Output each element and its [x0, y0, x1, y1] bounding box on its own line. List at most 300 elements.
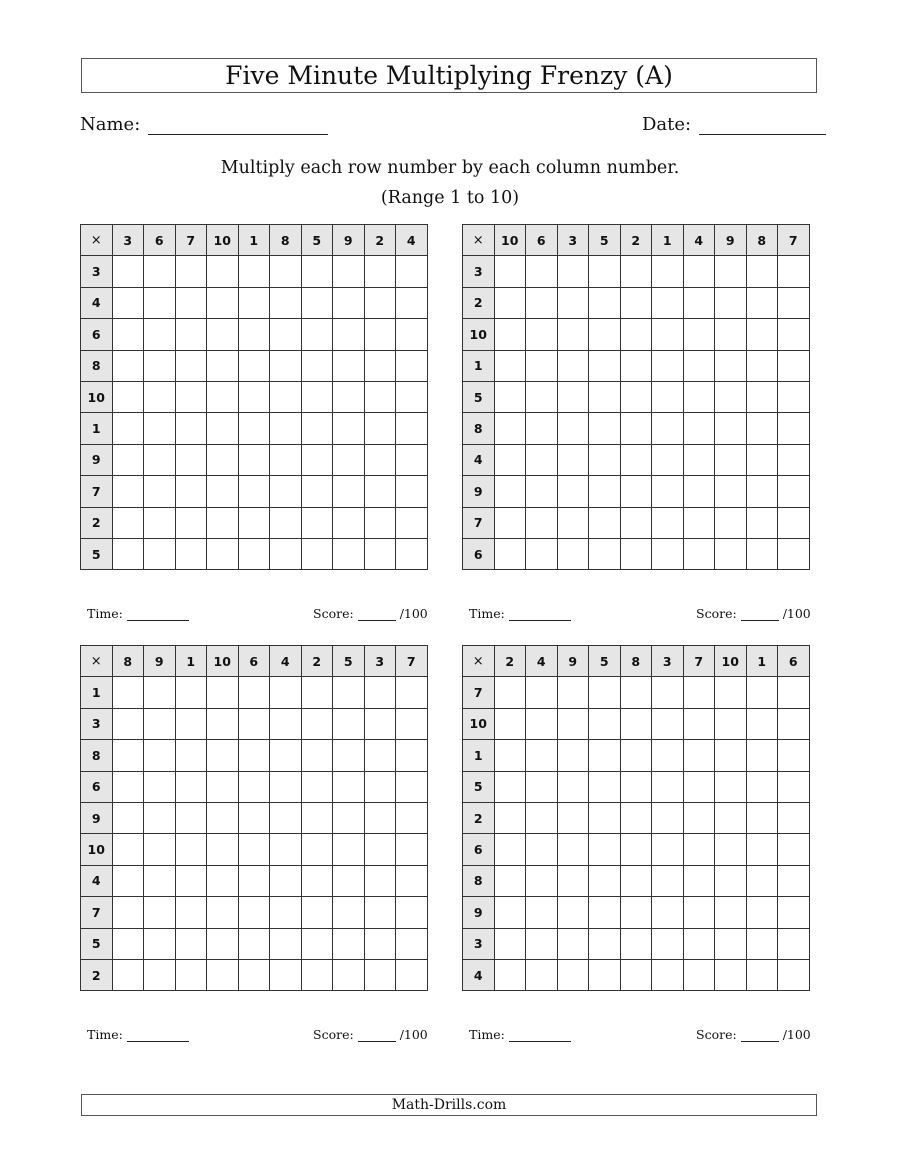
answer-cell[interactable]	[715, 444, 747, 475]
answer-cell[interactable]	[652, 771, 684, 802]
answer-cell[interactable]	[238, 771, 270, 802]
answer-cell[interactable]	[144, 256, 176, 287]
answer-cell[interactable]	[301, 507, 333, 538]
answer-cell[interactable]	[746, 476, 778, 507]
answer-cell[interactable]	[396, 319, 428, 350]
answer-cell[interactable]	[112, 350, 144, 381]
answer-cell[interactable]	[589, 350, 621, 381]
answer-cell[interactable]	[301, 476, 333, 507]
answer-cell[interactable]	[270, 444, 302, 475]
answer-cell[interactable]	[746, 897, 778, 928]
answer-cell[interactable]	[301, 834, 333, 865]
answer-cell[interactable]	[746, 287, 778, 318]
answer-cell[interactable]	[494, 287, 526, 318]
answer-cell[interactable]	[333, 802, 365, 833]
answer-cell[interactable]	[620, 256, 652, 287]
answer-cell[interactable]	[494, 538, 526, 569]
answer-cell[interactable]	[238, 802, 270, 833]
answer-cell[interactable]	[175, 350, 207, 381]
answer-cell[interactable]	[112, 708, 144, 739]
answer-cell[interactable]	[652, 413, 684, 444]
answer-cell[interactable]	[683, 256, 715, 287]
answer-cell[interactable]	[112, 834, 144, 865]
answer-cell[interactable]	[112, 287, 144, 318]
answer-cell[interactable]	[589, 865, 621, 896]
answer-cell[interactable]	[557, 476, 589, 507]
answer-cell[interactable]	[238, 538, 270, 569]
answer-cell[interactable]	[652, 928, 684, 959]
answer-cell[interactable]	[396, 834, 428, 865]
answer-cell[interactable]	[333, 897, 365, 928]
answer-cell[interactable]	[683, 928, 715, 959]
answer-cell[interactable]	[301, 865, 333, 896]
answer-cell[interactable]	[778, 771, 810, 802]
answer-cell[interactable]	[494, 256, 526, 287]
answer-cell[interactable]	[207, 740, 239, 771]
answer-cell[interactable]	[746, 865, 778, 896]
answer-cell[interactable]	[175, 740, 207, 771]
answer-cell[interactable]	[589, 476, 621, 507]
answer-cell[interactable]	[175, 865, 207, 896]
answer-cell[interactable]	[207, 444, 239, 475]
answer-cell[interactable]	[396, 350, 428, 381]
answer-cell[interactable]	[144, 928, 176, 959]
answer-cell[interactable]	[364, 444, 396, 475]
answer-cell[interactable]	[175, 928, 207, 959]
answer-cell[interactable]	[207, 865, 239, 896]
answer-cell[interactable]	[238, 444, 270, 475]
score-field-2[interactable]	[696, 606, 811, 621]
answer-cell[interactable]	[207, 708, 239, 739]
answer-cell[interactable]	[396, 476, 428, 507]
answer-cell[interactable]	[589, 677, 621, 708]
answer-cell[interactable]	[364, 834, 396, 865]
answer-cell[interactable]	[144, 677, 176, 708]
answer-cell[interactable]	[301, 928, 333, 959]
answer-cell[interactable]	[396, 771, 428, 802]
answer-cell[interactable]	[207, 381, 239, 412]
answer-cell[interactable]	[270, 256, 302, 287]
answer-cell[interactable]	[207, 959, 239, 990]
answer-cell[interactable]	[270, 959, 302, 990]
answer-cell[interactable]	[746, 538, 778, 569]
answer-cell[interactable]	[557, 959, 589, 990]
answer-cell[interactable]	[238, 350, 270, 381]
answer-cell[interactable]	[715, 865, 747, 896]
answer-cell[interactable]	[683, 834, 715, 865]
answer-cell[interactable]	[526, 381, 558, 412]
answer-cell[interactable]	[175, 256, 207, 287]
answer-cell[interactable]	[557, 256, 589, 287]
answer-cell[interactable]	[364, 708, 396, 739]
answer-cell[interactable]	[270, 287, 302, 318]
time-field-4[interactable]	[469, 1027, 575, 1042]
answer-cell[interactable]	[333, 507, 365, 538]
answer-cell[interactable]	[715, 677, 747, 708]
answer-cell[interactable]	[589, 381, 621, 412]
answer-cell[interactable]	[270, 507, 302, 538]
answer-cell[interactable]	[715, 834, 747, 865]
answer-cell[interactable]	[207, 256, 239, 287]
answer-cell[interactable]	[620, 381, 652, 412]
answer-cell[interactable]	[746, 740, 778, 771]
answer-cell[interactable]	[207, 928, 239, 959]
answer-cell[interactable]	[778, 381, 810, 412]
answer-cell[interactable]	[778, 287, 810, 318]
answer-cell[interactable]	[652, 319, 684, 350]
answer-cell[interactable]	[364, 897, 396, 928]
score-line[interactable]	[741, 1029, 779, 1042]
answer-cell[interactable]	[112, 865, 144, 896]
answer-cell[interactable]	[144, 319, 176, 350]
answer-cell[interactable]	[652, 897, 684, 928]
answer-cell[interactable]	[652, 507, 684, 538]
answer-cell[interactable]	[396, 381, 428, 412]
answer-cell[interactable]	[715, 897, 747, 928]
answer-cell[interactable]	[526, 834, 558, 865]
answer-cell[interactable]	[778, 677, 810, 708]
answer-cell[interactable]	[526, 740, 558, 771]
answer-cell[interactable]	[112, 444, 144, 475]
answer-cell[interactable]	[494, 897, 526, 928]
answer-cell[interactable]	[778, 256, 810, 287]
answer-cell[interactable]	[652, 677, 684, 708]
answer-cell[interactable]	[238, 256, 270, 287]
answer-cell[interactable]	[396, 413, 428, 444]
answer-cell[interactable]	[333, 708, 365, 739]
answer-cell[interactable]	[207, 350, 239, 381]
answer-cell[interactable]	[557, 319, 589, 350]
answer-cell[interactable]	[333, 350, 365, 381]
answer-cell[interactable]	[175, 708, 207, 739]
time-field-2[interactable]	[469, 606, 575, 621]
answer-cell[interactable]	[746, 381, 778, 412]
answer-cell[interactable]	[175, 319, 207, 350]
answer-cell[interactable]	[526, 897, 558, 928]
answer-cell[interactable]	[589, 959, 621, 990]
answer-cell[interactable]	[270, 708, 302, 739]
answer-cell[interactable]	[207, 319, 239, 350]
answer-cell[interactable]	[207, 897, 239, 928]
answer-cell[interactable]	[589, 444, 621, 475]
answer-cell[interactable]	[364, 538, 396, 569]
answer-cell[interactable]	[652, 802, 684, 833]
answer-cell[interactable]	[620, 897, 652, 928]
answer-cell[interactable]	[333, 959, 365, 990]
answer-cell[interactable]	[238, 708, 270, 739]
answer-cell[interactable]	[746, 444, 778, 475]
answer-cell[interactable]	[494, 771, 526, 802]
answer-cell[interactable]	[620, 538, 652, 569]
answer-cell[interactable]	[175, 538, 207, 569]
answer-cell[interactable]	[715, 381, 747, 412]
answer-cell[interactable]	[494, 708, 526, 739]
answer-cell[interactable]	[333, 834, 365, 865]
answer-cell[interactable]	[396, 708, 428, 739]
name-line[interactable]	[148, 112, 328, 135]
answer-cell[interactable]	[333, 865, 365, 896]
time-field-1[interactable]	[87, 606, 193, 621]
answer-cell[interactable]	[112, 677, 144, 708]
answer-cell[interactable]	[175, 771, 207, 802]
score-field-3[interactable]	[313, 1027, 428, 1042]
answer-cell[interactable]	[778, 897, 810, 928]
answer-cell[interactable]	[494, 865, 526, 896]
answer-cell[interactable]	[270, 802, 302, 833]
answer-cell[interactable]	[620, 350, 652, 381]
answer-cell[interactable]	[652, 444, 684, 475]
answer-cell[interactable]	[301, 444, 333, 475]
answer-cell[interactable]	[589, 802, 621, 833]
answer-cell[interactable]	[144, 287, 176, 318]
answer-cell[interactable]	[207, 507, 239, 538]
answer-cell[interactable]	[207, 834, 239, 865]
answer-cell[interactable]	[683, 740, 715, 771]
answer-cell[interactable]	[620, 802, 652, 833]
answer-cell[interactable]	[652, 538, 684, 569]
answer-cell[interactable]	[270, 413, 302, 444]
answer-cell[interactable]	[207, 287, 239, 318]
answer-cell[interactable]	[652, 834, 684, 865]
answer-cell[interactable]	[715, 771, 747, 802]
answer-cell[interactable]	[364, 507, 396, 538]
answer-cell[interactable]	[557, 897, 589, 928]
answer-cell[interactable]	[526, 507, 558, 538]
answer-cell[interactable]	[301, 802, 333, 833]
score-field-4[interactable]	[696, 1027, 811, 1042]
answer-cell[interactable]	[746, 834, 778, 865]
answer-cell[interactable]	[494, 928, 526, 959]
answer-cell[interactable]	[683, 708, 715, 739]
answer-cell[interactable]	[683, 350, 715, 381]
date-line[interactable]	[699, 112, 826, 135]
answer-cell[interactable]	[746, 413, 778, 444]
answer-cell[interactable]	[207, 677, 239, 708]
answer-cell[interactable]	[301, 287, 333, 318]
answer-cell[interactable]	[270, 350, 302, 381]
answer-cell[interactable]	[175, 897, 207, 928]
answer-cell[interactable]	[589, 413, 621, 444]
answer-cell[interactable]	[746, 771, 778, 802]
answer-cell[interactable]	[683, 959, 715, 990]
answer-cell[interactable]	[746, 959, 778, 990]
time-field-3[interactable]	[87, 1027, 193, 1042]
answer-cell[interactable]	[270, 865, 302, 896]
answer-cell[interactable]	[238, 507, 270, 538]
answer-cell[interactable]	[301, 381, 333, 412]
answer-cell[interactable]	[207, 476, 239, 507]
answer-cell[interactable]	[396, 256, 428, 287]
answer-cell[interactable]	[333, 319, 365, 350]
answer-cell[interactable]	[746, 677, 778, 708]
answer-cell[interactable]	[144, 708, 176, 739]
answer-cell[interactable]	[715, 928, 747, 959]
answer-cell[interactable]	[333, 771, 365, 802]
answer-cell[interactable]	[557, 740, 589, 771]
answer-cell[interactable]	[333, 538, 365, 569]
answer-cell[interactable]	[557, 677, 589, 708]
answer-cell[interactable]	[715, 287, 747, 318]
answer-cell[interactable]	[526, 928, 558, 959]
answer-cell[interactable]	[494, 802, 526, 833]
answer-cell[interactable]	[175, 476, 207, 507]
answer-cell[interactable]	[557, 413, 589, 444]
answer-cell[interactable]	[589, 256, 621, 287]
answer-cell[interactable]	[270, 319, 302, 350]
answer-cell[interactable]	[526, 538, 558, 569]
answer-cell[interactable]	[526, 677, 558, 708]
answer-cell[interactable]	[715, 708, 747, 739]
answer-cell[interactable]	[778, 507, 810, 538]
answer-cell[interactable]	[494, 444, 526, 475]
name-field[interactable]	[80, 112, 328, 135]
answer-cell[interactable]	[778, 413, 810, 444]
answer-cell[interactable]	[746, 928, 778, 959]
answer-cell[interactable]	[557, 928, 589, 959]
answer-cell[interactable]	[526, 413, 558, 444]
answer-cell[interactable]	[778, 959, 810, 990]
answer-cell[interactable]	[652, 740, 684, 771]
answer-cell[interactable]	[652, 959, 684, 990]
answer-cell[interactable]	[238, 319, 270, 350]
answer-cell[interactable]	[364, 865, 396, 896]
answer-cell[interactable]	[746, 507, 778, 538]
answer-cell[interactable]	[557, 444, 589, 475]
answer-cell[interactable]	[494, 507, 526, 538]
answer-cell[interactable]	[112, 959, 144, 990]
answer-cell[interactable]	[301, 740, 333, 771]
answer-cell[interactable]	[144, 444, 176, 475]
answer-cell[interactable]	[333, 381, 365, 412]
answer-cell[interactable]	[683, 771, 715, 802]
answer-cell[interactable]	[364, 381, 396, 412]
answer-cell[interactable]	[778, 476, 810, 507]
answer-cell[interactable]	[144, 865, 176, 896]
answer-cell[interactable]	[396, 677, 428, 708]
answer-cell[interactable]	[396, 287, 428, 318]
answer-cell[interactable]	[620, 708, 652, 739]
answer-cell[interactable]	[396, 507, 428, 538]
answer-cell[interactable]	[364, 928, 396, 959]
answer-cell[interactable]	[270, 928, 302, 959]
answer-cell[interactable]	[652, 476, 684, 507]
answer-cell[interactable]	[207, 538, 239, 569]
answer-cell[interactable]	[494, 413, 526, 444]
answer-cell[interactable]	[112, 740, 144, 771]
answer-cell[interactable]	[526, 708, 558, 739]
answer-cell[interactable]	[396, 959, 428, 990]
answer-cell[interactable]	[301, 413, 333, 444]
answer-cell[interactable]	[715, 538, 747, 569]
answer-cell[interactable]	[112, 476, 144, 507]
answer-cell[interactable]	[778, 834, 810, 865]
answer-cell[interactable]	[589, 771, 621, 802]
answer-cell[interactable]	[175, 959, 207, 990]
answer-cell[interactable]	[526, 802, 558, 833]
time-line[interactable]	[509, 1029, 571, 1042]
answer-cell[interactable]	[589, 708, 621, 739]
answer-cell[interactable]	[364, 413, 396, 444]
answer-cell[interactable]	[620, 444, 652, 475]
answer-cell[interactable]	[557, 507, 589, 538]
answer-cell[interactable]	[620, 959, 652, 990]
answer-cell[interactable]	[715, 740, 747, 771]
date-field[interactable]	[642, 112, 826, 135]
answer-cell[interactable]	[364, 319, 396, 350]
answer-cell[interactable]	[144, 740, 176, 771]
answer-cell[interactable]	[364, 771, 396, 802]
answer-cell[interactable]	[364, 959, 396, 990]
answer-cell[interactable]	[301, 350, 333, 381]
answer-cell[interactable]	[715, 319, 747, 350]
answer-cell[interactable]	[494, 677, 526, 708]
answer-cell[interactable]	[746, 256, 778, 287]
answer-cell[interactable]	[715, 802, 747, 833]
answer-cell[interactable]	[333, 287, 365, 318]
answer-cell[interactable]	[746, 708, 778, 739]
answer-cell[interactable]	[301, 708, 333, 739]
answer-cell[interactable]	[175, 444, 207, 475]
answer-cell[interactable]	[620, 928, 652, 959]
answer-cell[interactable]	[396, 928, 428, 959]
answer-cell[interactable]	[620, 319, 652, 350]
answer-cell[interactable]	[526, 865, 558, 896]
answer-cell[interactable]	[526, 444, 558, 475]
answer-cell[interactable]	[301, 256, 333, 287]
answer-cell[interactable]	[494, 476, 526, 507]
answer-cell[interactable]	[526, 350, 558, 381]
answer-cell[interactable]	[144, 897, 176, 928]
score-line[interactable]	[358, 608, 396, 621]
answer-cell[interactable]	[620, 413, 652, 444]
answer-cell[interactable]	[112, 771, 144, 802]
answer-cell[interactable]	[746, 319, 778, 350]
answer-cell[interactable]	[333, 740, 365, 771]
answer-cell[interactable]	[238, 834, 270, 865]
answer-cell[interactable]	[238, 897, 270, 928]
answer-cell[interactable]	[683, 476, 715, 507]
answer-cell[interactable]	[557, 865, 589, 896]
answer-cell[interactable]	[238, 287, 270, 318]
answer-cell[interactable]	[526, 319, 558, 350]
answer-cell[interactable]	[144, 802, 176, 833]
answer-cell[interactable]	[144, 834, 176, 865]
answer-cell[interactable]	[301, 538, 333, 569]
answer-cell[interactable]	[683, 319, 715, 350]
answer-cell[interactable]	[207, 771, 239, 802]
answer-cell[interactable]	[301, 319, 333, 350]
answer-cell[interactable]	[238, 476, 270, 507]
answer-cell[interactable]	[175, 413, 207, 444]
answer-cell[interactable]	[589, 287, 621, 318]
answer-cell[interactable]	[112, 319, 144, 350]
score-field-1[interactable]	[313, 606, 428, 621]
answer-cell[interactable]	[238, 740, 270, 771]
answer-cell[interactable]	[778, 708, 810, 739]
answer-cell[interactable]	[652, 381, 684, 412]
answer-cell[interactable]	[683, 865, 715, 896]
answer-cell[interactable]	[589, 834, 621, 865]
answer-cell[interactable]	[175, 381, 207, 412]
answer-cell[interactable]	[778, 928, 810, 959]
answer-cell[interactable]	[683, 381, 715, 412]
answer-cell[interactable]	[270, 476, 302, 507]
answer-cell[interactable]	[778, 538, 810, 569]
answer-cell[interactable]	[144, 476, 176, 507]
answer-cell[interactable]	[144, 350, 176, 381]
answer-cell[interactable]	[112, 507, 144, 538]
answer-cell[interactable]	[526, 256, 558, 287]
